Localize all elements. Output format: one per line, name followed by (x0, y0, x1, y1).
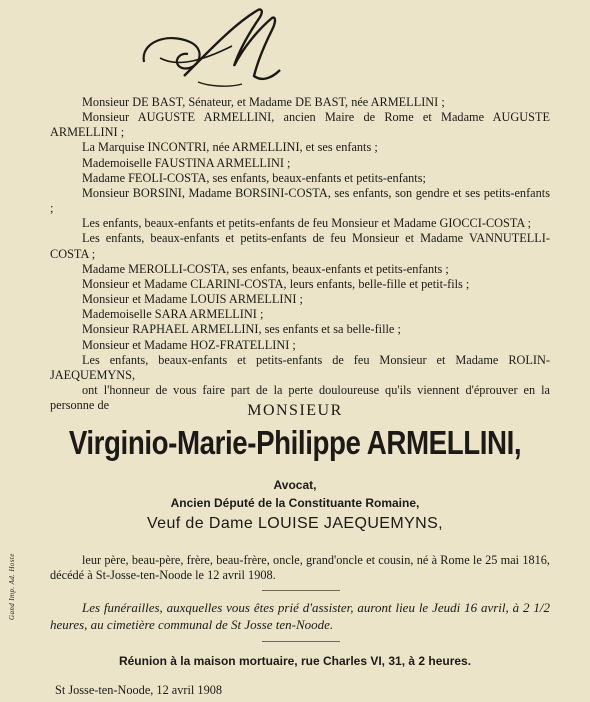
family-line: Monsieur et Madame CLARINI-COSTA, leurs enfants, belle-fille et petit-fils ; (82, 276, 470, 291)
family-list (50, 95, 550, 413)
divider (262, 641, 340, 642)
family-line: Les enfants, beaux-enfants et petits-enfants de feu Monsieur et Madame ROLIN-JAEQUEMYNS, (50, 352, 550, 382)
honorific: MONSIEUR (247, 402, 343, 419)
family-line: Madame FEOLI-COSTA, ses enfants, beaux-enfants et petits-enfants; (82, 170, 426, 185)
reunion-details: Réunion à la maison mortuaire, rue Charles VI, 31, à 2 heures. (118, 654, 472, 668)
family-line: Les enfants, beaux-enfants et petits-enfants de feu Monsieur et Madame VANNUTELLI-COSTA ; (50, 231, 550, 261)
divider (262, 590, 340, 591)
title-depute: Ancien Député de la Constituante Romaine, (170, 496, 420, 510)
family-line: Madame MEROLLI-COSTA, ses enfants, beaux-enfants et petits-enfants ; (82, 261, 449, 276)
family-line: Monsieur RAPHAEL ARMELLINI, ses enfants et sa belle-fille ; (82, 322, 401, 337)
family-line: Monsieur et Madame HOZ-FRATELLINI ; (82, 337, 296, 352)
family-line: Mademoiselle SARA ARMELLINI ; (82, 307, 264, 322)
family-line: Les enfants, beaux-enfants et petits-enfants de feu Monsieur et Madame GIOCCI-COSTA ; (82, 216, 532, 231)
family-line: Mademoiselle FAUSTINA ARMELLINI ; (82, 155, 291, 170)
deceased-name: Virginio-Marie-Philippe ARMELLINI, (68, 424, 522, 461)
family-line: Monsieur BORSINI, Madame BORSINI-COSTA, ses enfants, son gendre et ses petits-enfants ; (50, 185, 550, 216)
printer-imprint: Gand Imp. Ad. Hoste (8, 553, 16, 620)
relation-paragraph: leur père, beau-père, frère, beau-frère, oncle, grand'oncle et cousin, né à Rome le 25 mai 1816, décédé à St-Josse-ten-Noode le 12 avril 1908. (50, 553, 550, 582)
widower-line: Veuf de Dame LOUISE JAEQUEMYNS, (146, 515, 444, 532)
monogram-logo (138, 2, 288, 94)
title-avocat: Avocat, (273, 478, 317, 492)
dateline: St Josse-ten-Noode, 12 avril 1908 (55, 683, 223, 697)
funeral-details: Les funérailles, auxquelles vous êtes prié d'assister, auront lieu le Jeudi 16 avril, à 2 1/2 heures, au cimetière communal de St Josse ten-Noode. (50, 600, 550, 632)
family-line: Monsieur AUGUSTE ARMELLINI, ancien Maire de Rome et Madame AUGUSTE ARMELLINI ; (50, 110, 550, 140)
family-line: La Marquise INCONTRI, née ARMELLINI, et ses enfants ; (82, 140, 378, 155)
family-line: Monsieur et Madame LOUIS ARMELLINI ; (82, 292, 303, 307)
announcement-line: ont l'honneur de vous faire part de la perte douloureuse qu'ils viennent d'éprouver en la personne de (50, 382, 550, 413)
family-line: Monsieur DE BAST, Sénateur, et Madame DE BAST, née ARMELLINI ; (82, 95, 445, 109)
